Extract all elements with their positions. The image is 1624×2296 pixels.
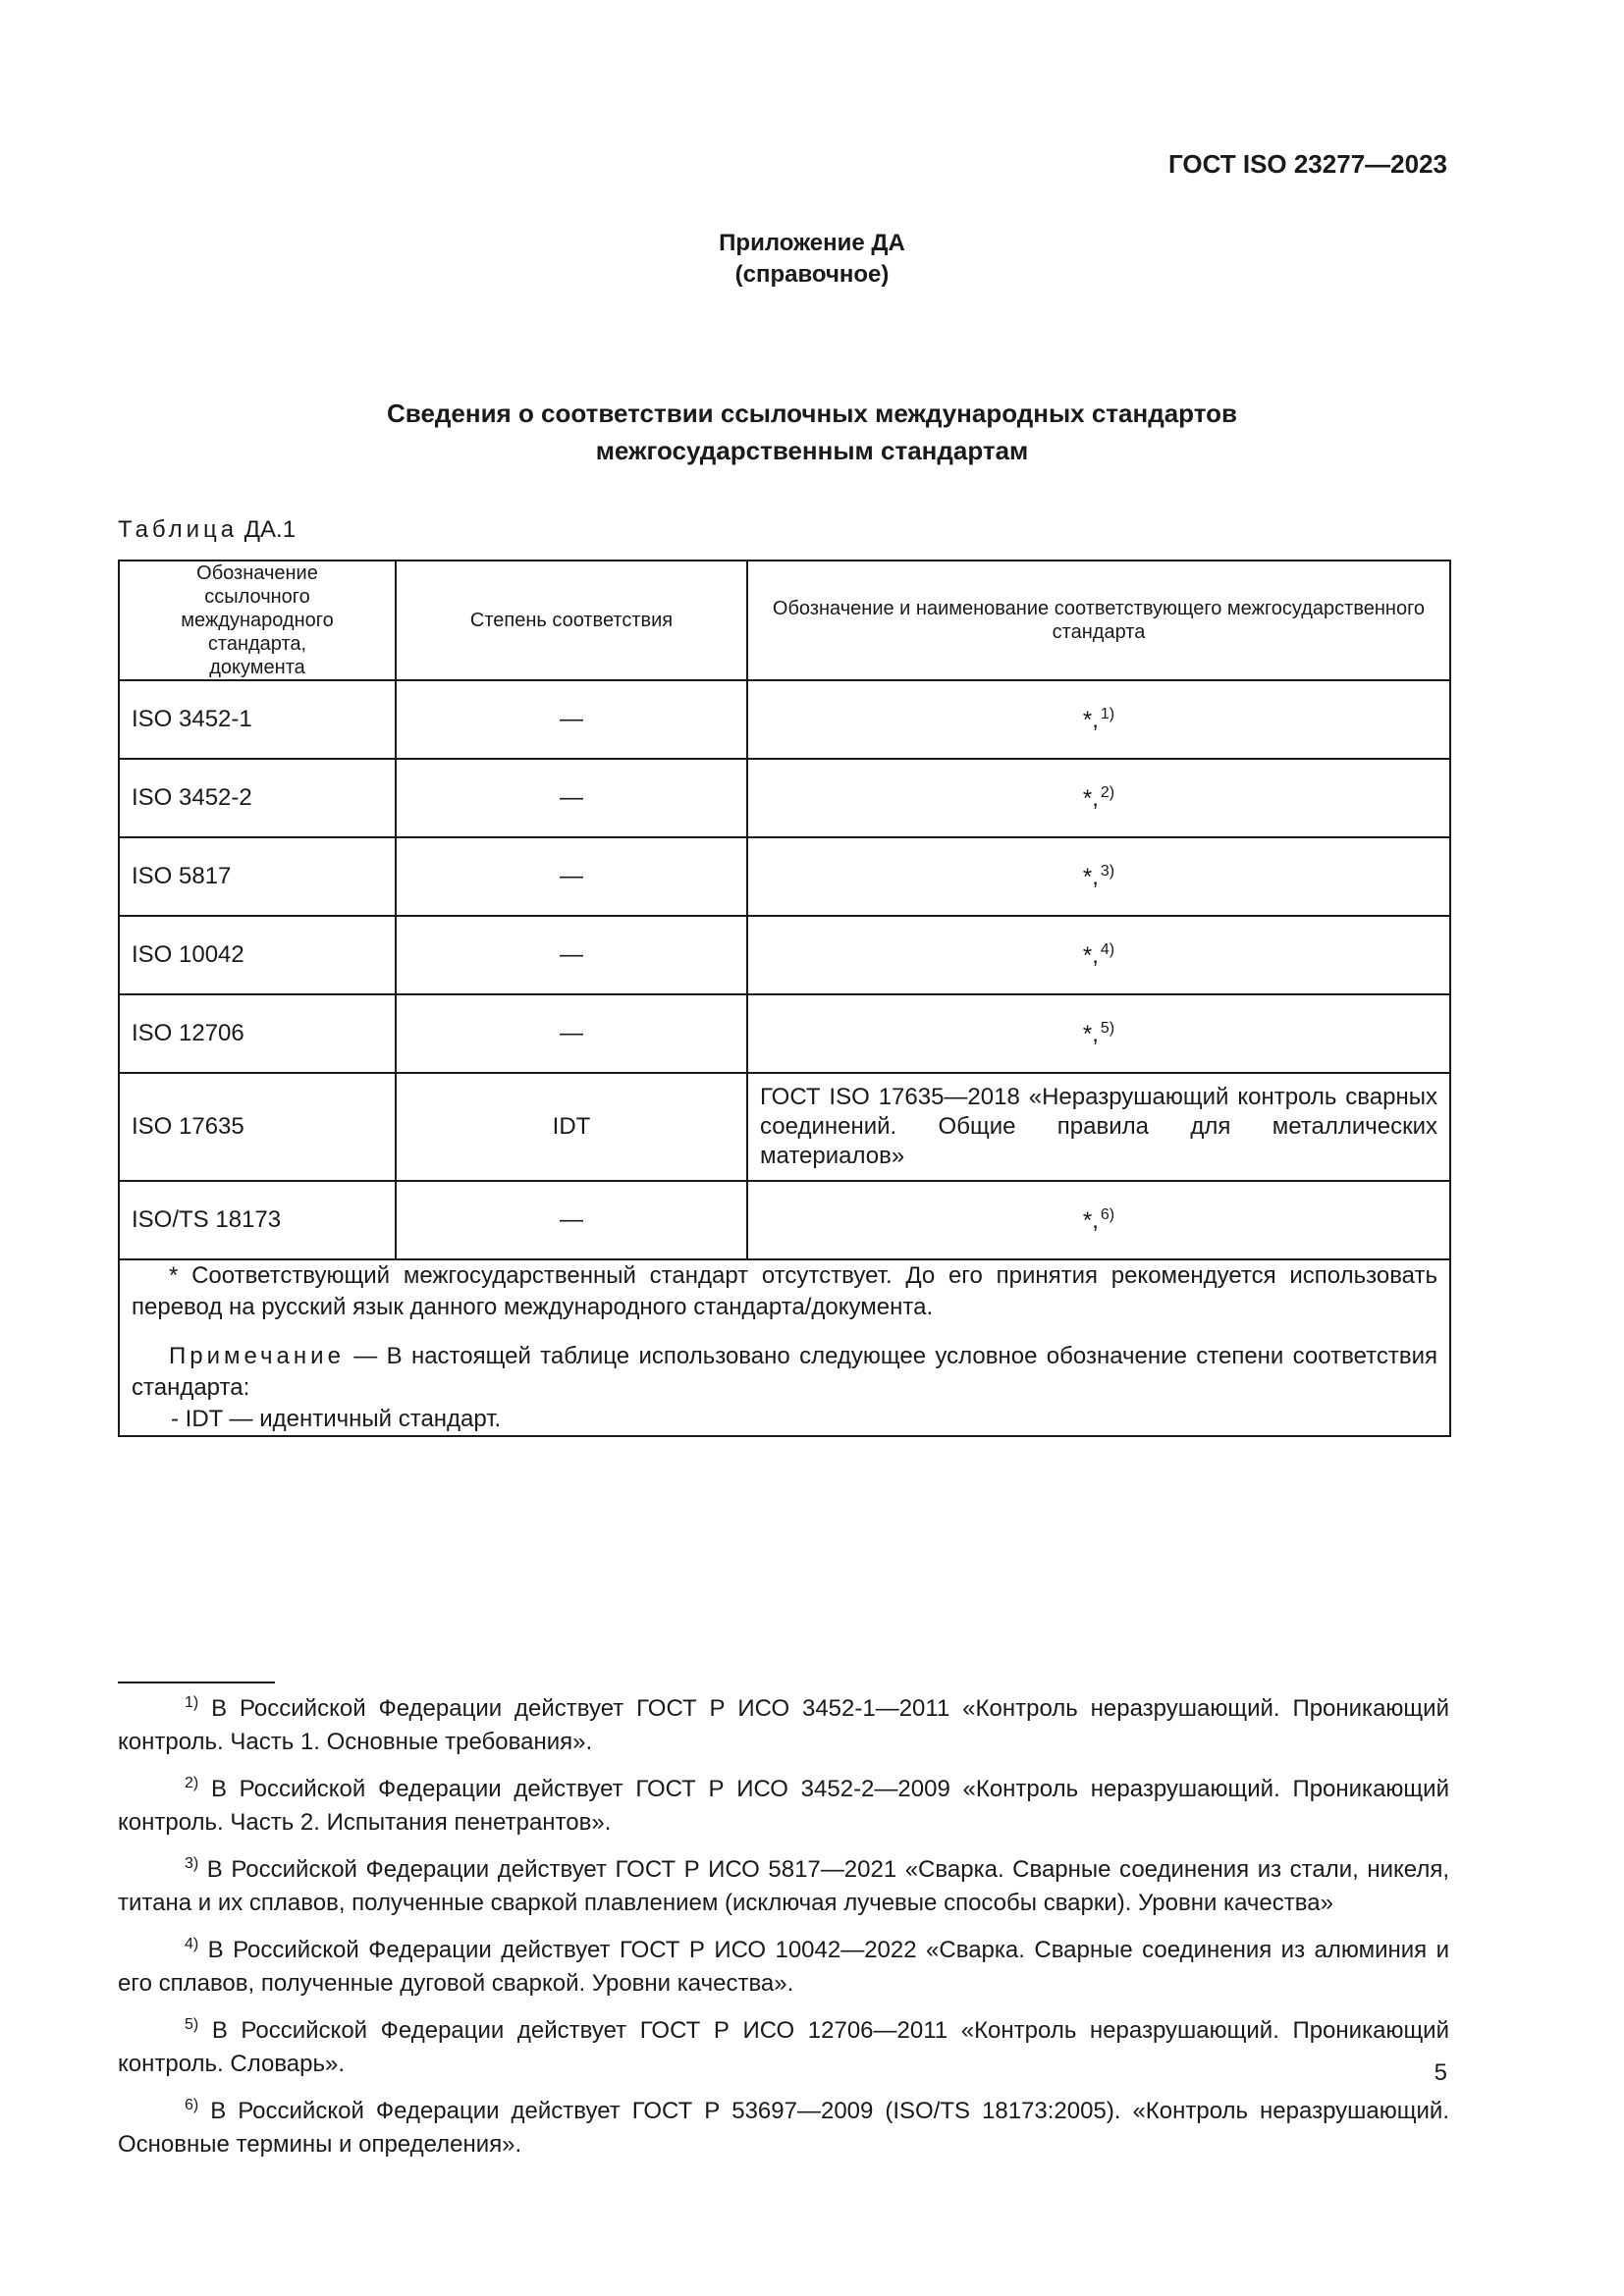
table-label — [118, 516, 296, 544]
footnote-mark: 1) — [185, 1694, 199, 1711]
asterisk-mark: *, — [1082, 706, 1099, 733]
footnote-ref: 1) — [1100, 705, 1115, 722]
cell-degree: IDT — [396, 1073, 747, 1181]
footnote-6 — [118, 2089, 1449, 2162]
table-label-number: ДА.1 — [244, 516, 297, 543]
cell-interstate — [747, 916, 1450, 994]
cell-interstate: ГОСТ ISO 17635—2018 «Неразрушающий контроль сварных соединений. Общие правила для металлических материалов» — [747, 1073, 1450, 1181]
section-title-line-2: межгосударственным стандартам — [595, 436, 1029, 465]
footnote-text: В Российской Федерации действует ГОСТ Р ИСО 3452-2—2009 «Контроль неразрушающий. Проникающий контроль. Часть 2. Испытания пенетрантов». — [118, 1776, 1449, 1836]
note-list-item: - IDT — идентичный стандарт. — [171, 1406, 502, 1432]
table-notes-row — [119, 1259, 1450, 1436]
cell-interstate — [747, 994, 1450, 1073]
cell-degree: — — [396, 1181, 747, 1259]
asterisk-note: * Соответствующий межгосударственный стандарт отсутствует. До его принятия рекомендуется использовать перевод на русский язык данного международного стандарта/документа. — [132, 1262, 1437, 1320]
asterisk-mark: *, — [1082, 941, 1099, 969]
annex-heading — [0, 228, 1624, 291]
annex-title: Приложение ДА — [719, 230, 905, 256]
cell-degree: — — [396, 837, 747, 916]
footnote-text: В Российской Федерации действует ГОСТ Р ИСО 3452-1—2011 «Контроль неразрушающий. Проникающий контроль. Часть 1. Основные требования». — [118, 1695, 1449, 1755]
cell-reference: ISO 3452-2 — [119, 759, 396, 837]
cell-interstate — [747, 680, 1450, 759]
footnote-5 — [118, 2008, 1449, 2081]
footnotes — [118, 1686, 1449, 2169]
cell-interstate — [747, 837, 1450, 916]
cell-reference: ISO 12706 — [119, 994, 396, 1073]
asterisk-mark: *, — [1082, 1206, 1099, 1234]
footnote-3 — [118, 1847, 1449, 1920]
footnote-separator — [118, 1682, 275, 1683]
document-code: ГОСТ ISO 23277—2023 — [1167, 149, 1447, 179]
footnote-4 — [118, 1928, 1449, 2001]
section-title-line-1: Сведения о соответствии ссылочных международных стандартов — [387, 399, 1237, 428]
table-row — [119, 680, 1450, 759]
cell-degree: — — [396, 994, 747, 1073]
footnote-text: В Российской Федерации действует ГОСТ Р 53697—2009 (ISO/TS 18173:2005). «Контроль неразрушающий. Основные термины и определения». — [118, 2098, 1449, 2158]
asterisk-mark: *, — [1082, 863, 1099, 890]
footnote-ref: 5) — [1100, 1019, 1115, 1037]
footnote-ref: 3) — [1100, 862, 1115, 880]
footnote-1 — [118, 1686, 1449, 1759]
footnote-2 — [118, 1767, 1449, 1840]
header-degree: Степень соответствия — [396, 561, 747, 680]
footnote-mark: 6) — [185, 2097, 199, 2113]
page-number: 5 — [1434, 2059, 1447, 2086]
section-title — [0, 395, 1624, 469]
footnote-mark: 3) — [185, 1855, 199, 1872]
footnote-text: В Российской Федерации действует ГОСТ Р ИСО 12706—2011 «Контроль неразрушающий. Проникающий контроль. Словарь». — [118, 2017, 1449, 2077]
cell-reference: ISO 10042 — [119, 916, 396, 994]
table-header-row — [119, 561, 1450, 680]
note-label: Примечание — [169, 1343, 345, 1369]
table-row — [119, 759, 1450, 837]
table-notes — [119, 1259, 1450, 1436]
footnote-mark: 4) — [185, 1936, 199, 1952]
table-row — [119, 916, 1450, 994]
standards-table — [118, 560, 1451, 1437]
footnote-ref: 6) — [1100, 1205, 1115, 1223]
cell-degree: — — [396, 916, 747, 994]
footnote-ref: 4) — [1100, 940, 1115, 958]
note-text: — В настоящей таблице использовано следующее условное обозначение степени соответствия стандарта: — [132, 1343, 1437, 1401]
table-row — [119, 1181, 1450, 1259]
footnote-text: В Российской Федерации действует ГОСТ Р ИСО 5817—2021 «Сварка. Сварные соединения из стали, никеля, титана и их сплавов, полученные сваркой плавлением (исключая лучевые способы сварки). Уровни качества» — [118, 1856, 1449, 1916]
table-row — [119, 1073, 1450, 1181]
table-row — [119, 837, 1450, 916]
cell-reference: ISO 5817 — [119, 837, 396, 916]
footnote-text: В Российской Федерации действует ГОСТ Р ИСО 10042—2022 «Сварка. Сварные соединения из алюминия и его сплавов, полученные дуговой сваркой. Уровни качества». — [118, 1937, 1449, 1997]
cell-interstate — [747, 759, 1450, 837]
asterisk-mark: *, — [1082, 784, 1099, 812]
cell-degree: — — [396, 759, 747, 837]
table-note — [132, 1341, 1437, 1404]
table-row — [119, 994, 1450, 1073]
cell-reference: ISO/TS 18173 — [119, 1181, 396, 1259]
table-label-word: Таблица — [118, 516, 239, 543]
header-reference-standard: Обозначение ссылочного международного стандарта, документа — [119, 561, 396, 680]
header-interstate-standard: Обозначение и наименование соответствующего межгосударственного стандарта — [747, 561, 1450, 680]
cell-interstate — [747, 1181, 1450, 1259]
footnote-mark: 5) — [185, 2016, 199, 2033]
footnote-ref: 2) — [1100, 783, 1115, 801]
annex-type: (справочное) — [734, 261, 890, 288]
cell-reference: ISO 3452-1 — [119, 680, 396, 759]
footnote-mark: 2) — [185, 1775, 199, 1791]
cell-reference: ISO 17635 — [119, 1073, 396, 1181]
asterisk-mark: *, — [1082, 1020, 1099, 1047]
cell-degree: — — [396, 680, 747, 759]
